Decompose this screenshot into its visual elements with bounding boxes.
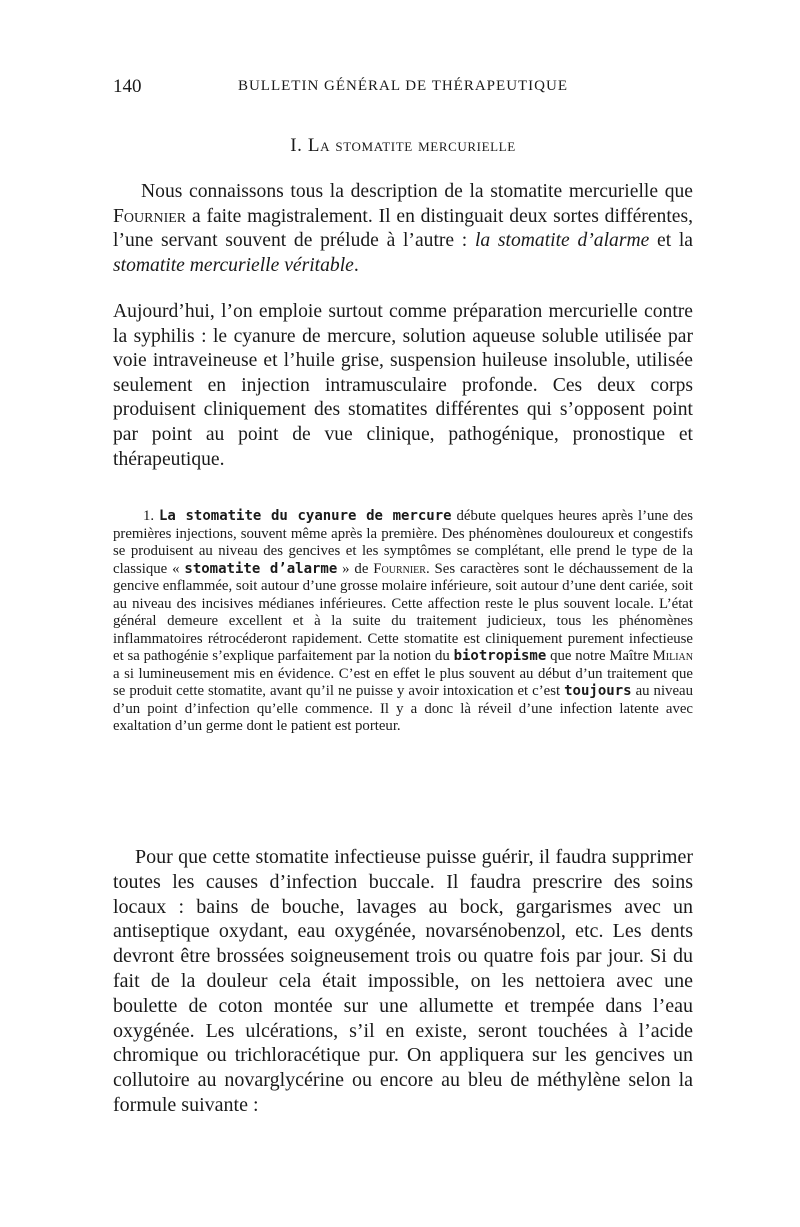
author-name: Fournier (373, 560, 426, 577)
text-run: . (353, 254, 359, 276)
text-run: Nous connaissons tous la description de la stomatite mercurielle que (141, 181, 693, 202)
text-run: que notre Maître (546, 648, 653, 664)
emphasis: la stomatite d’alarme (474, 230, 650, 252)
author-name: Fournier (113, 205, 187, 227)
running-head: BULLETIN GÉNÉRAL DE THÉRAPEUTIQUE (237, 78, 569, 94)
author-name: Milian (652, 648, 693, 664)
text-run: au niveau d’un point d’infection qu’elle commence. Il y a donc là réveil d’une infection latente avec exaltation d’un germe dont le patient est porteur. (113, 683, 693, 734)
page-header (113, 76, 693, 102)
section-number: I. (290, 135, 303, 156)
bold-term: stomatite d’alarme (184, 560, 338, 577)
emphasis: stomatite mercurielle véritable (113, 254, 354, 276)
bold-term: biotropisme (453, 648, 547, 664)
text-run: » de (337, 560, 374, 577)
numbered-note (113, 508, 693, 736)
paragraph-2: Aujourd’hui, l’on emploie surtout comme préparation mercurielle contre la syphilis : le cyanure de mercure, solution aqueuse soluble utilisée par voie intraveineuse et l’huile grise, suspension huileuse insoluble, utilisée seulement en injection intramusculaire profonde. Ces deux corps produisent cliniquement des stomatites différentes qui s’opposent point par point au point de vue clinique, pathogénique, pronostique et thérapeutique. (113, 301, 693, 470)
paragraph-3: Pour que cette stomatite infectieuse puisse guérir, il faudra supprimer toutes les causes d’infection buccale. Il faudra prescrire des soins locaux : bains de bouche, lavages au bock, gargarismes avec un antiseptique oxydant, eau oxygénée, novarsénobenzol, etc. Les dents devront être brossées soigneusement trois ou quatre fois par jour. Si du fait de la douleur cela était impossible, on les nettoiera avec une boulette de coton montée sur une allumette et trempée dans l’eau oxygénée. Les ulcérations, s’il en existe, seront touchées à l’acide chromique ou trichloracétique pur. On appliquera sur les gencives un collutoire au novarglycérine ou encore au bleu de méthylène selon la formule suivante : (113, 846, 693, 1116)
section-title-text: La stomatite mercurielle (307, 135, 516, 156)
text-run: et la (649, 230, 693, 252)
text-run: a faite magistralement. Il en distinguait deux sortes différentes, l’une servant souvent de prélude à l’autre : (113, 205, 693, 252)
text-run: . Ses caractères sont le déchaussement de la gencive enflammée, soit autour d’une grosse molaire inférieure, soit autour d’une dent cariée, soit au niveau des incisives médianes inférieures. Cette affection reste le plus souvent locale. L’état général demeure excellent et à la suite du traitement judicieux, tous les phénomènes inflammatoires rétrocéderont rapidement. Cette stomatite est cliniquement purement infectieuse et sa pathogénie s’explique parfaitement par la notion du (113, 560, 693, 664)
paragraph-1 (113, 180, 693, 278)
page-number: 140 (113, 76, 142, 97)
note-number: 1. (143, 508, 159, 524)
bold-term: toujours (564, 683, 632, 699)
text-run: débute quelques heures après l’une des premières injections, souvent même après la première. Des phénomènes douloureux et congestifs se produisent au niveau des gencives et les symptômes se complétant, elle prend le type de la classique « (113, 508, 694, 577)
text-run: a si lumineusement mis en évidence. C’est en effet le plus souvent au début d’un traitement que se produit cette stomatite, avant qu’il ne puisse y avoir intoxication et c’est (113, 665, 693, 699)
bold-term: La stomatite du cyanure de mercure (159, 508, 452, 524)
section-title (113, 135, 693, 157)
